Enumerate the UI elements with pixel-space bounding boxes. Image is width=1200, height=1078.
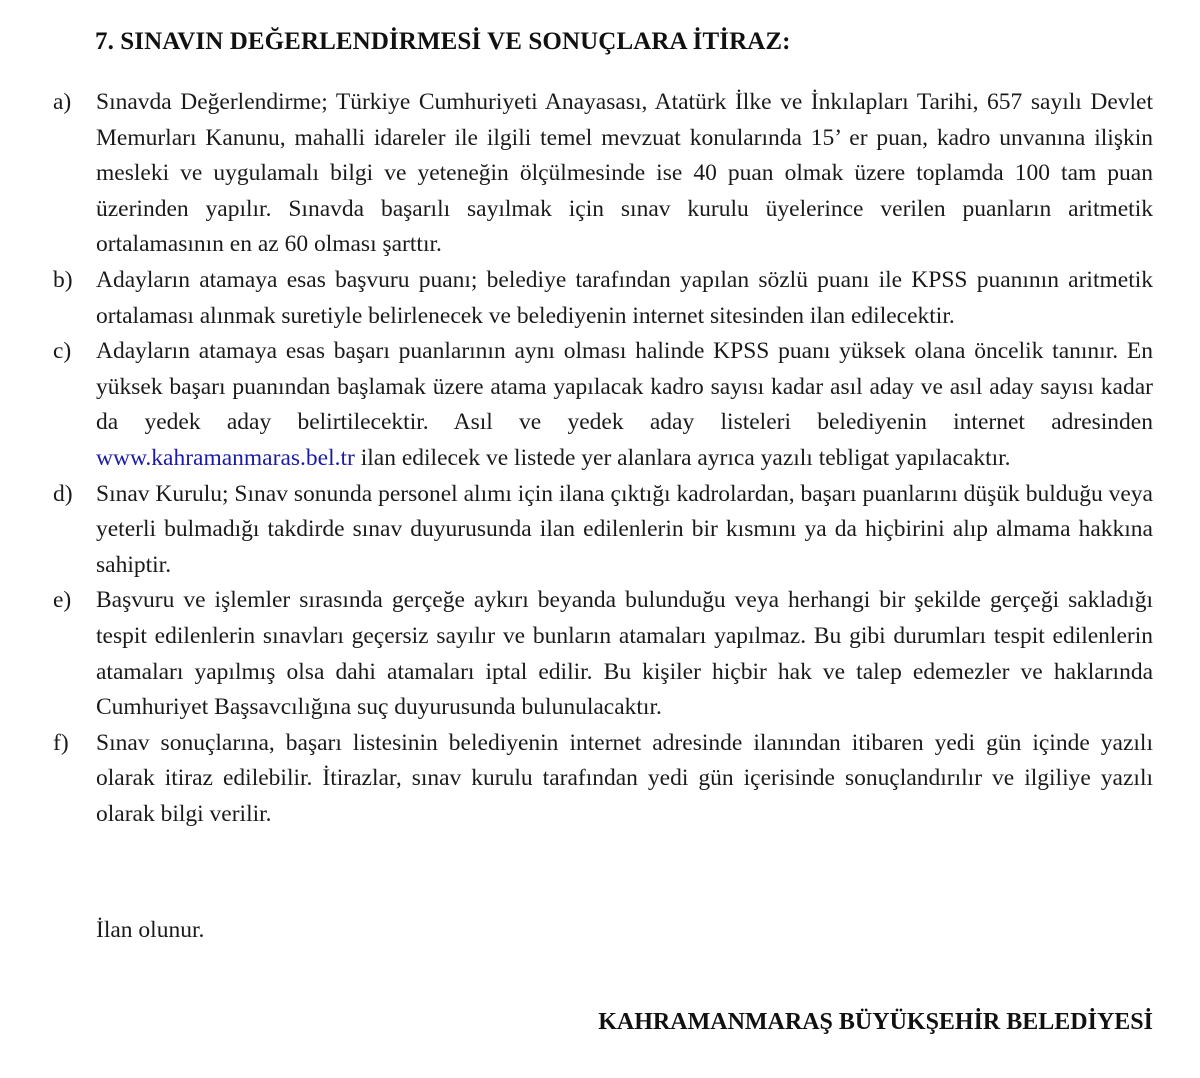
website-link[interactable]: www.kahramanmaras.bel.tr: [96, 444, 355, 471]
list-item-a: [53, 85, 1153, 263]
item-marker: c): [53, 338, 72, 365]
item-text: Sınav Kurulu; Sınav sonunda personel alımı için ilana çıktığı kadrolardan, başarı puanlarını düşük bulduğu veya yeterli bulmadığı takdirde sınav duyurusunda ilan edilenlerin bir kısmını ya da hiçbirini alıp almama hakkına sahiptir.: [96, 480, 1153, 578]
item-list: [53, 85, 1153, 832]
list-item-b: [53, 263, 1153, 334]
item-marker: e): [53, 587, 72, 614]
item-marker: a): [53, 89, 72, 115]
item-text: Sınavda Değerlendirme; Türkiye Cumhuriyeti Anayasası, Atatürk İlke ve İnkılapları Tarihi, 657 sayılı Devlet Memurları Kanunu, mahalli idareler ile ilgili temel mevzuat konularında 15’ er puan, kadro unvanına ilişkin mesleki ve uygulamalı bilgi ve yeteneğin ölçülmesinde ise 40 puan olmak üzere toplamda 100 tam puan üzerinden yapılır. Sınavda başarılı sayılmak için sınav kurulu üyelerince verilen puanların aritmetik ortalamasının en az 60 olması şarttır.: [96, 89, 1153, 258]
item-text-after-link: ilan edilecek ve listede yer alanlara ayrıca yazılı tebligat yapılacaktır.: [354, 444, 1011, 471]
item-marker: f): [53, 729, 69, 756]
item-text: Adayların atamaya esas başvuru puanı; belediye tarafından yapılan sözlü puanı ile KPSS puanının aritmetik ortalaması alınmak suretiyle belirlenecek ve belediyenin internet sitesinden ilan edilecektir.: [96, 266, 1153, 329]
closing-statement: İlan olunur.: [96, 917, 205, 943]
list-item-c: [53, 334, 1153, 476]
item-text-before-link: Adayların atamaya esas başarı puanlarının aynı olması halinde KPSS puanı yüksek olana öncelik tanınır. En yüksek başarı puanından başlamak üzere atama yapılacak kadro sayısı kadar asıl aday ve asıl aday sayısı kadar da yedek aday belirtilecektir. Asıl ve yedek aday listeleri belediyenin internet adresinden: [96, 338, 1153, 436]
item-marker: b): [53, 266, 73, 293]
list-item-e: [53, 583, 1153, 725]
item-text: Başvuru ve işlemler sırasında gerçeğe aykırı beyanda bulunduğu veya herhangi bir şekilde gerçeği sakladığı tespit edilenlerin sınavları geçersiz sayılır ve bunların atamaları yapılmaz. Bu gibi durumları tespit edilenlerin atamaları yapılmış olsa dahi atamaları iptal edilir. Bu kişiler hiçbir hak ve talep edemezler ve haklarında Cumhuriyet Başsavcılığına suç duyurusunda bulunulacaktır.: [96, 587, 1153, 721]
list-item-f: [53, 726, 1153, 833]
signature: KAHRAMANMARAŞ BÜYÜKŞEHİR BELEDİYESİ: [598, 1009, 1153, 1035]
item-marker: d): [53, 480, 73, 507]
list-item-d: [53, 477, 1153, 584]
item-text: Sınav sonuçlarına, başarı listesinin belediyenin internet adresinde ilanından itibaren yedi gün içinde yazılı olarak itiraz edilebilir. İtirazlar, sınav kurulu tarafından yedi gün içerisinde sonuçlandırılır ve ilgiliye yazılı olarak bilgi verilir.: [96, 729, 1153, 827]
section-title: 7. SINAVIN DEĞERLENDİRMESİ VE SONUÇLARA İTİRAZ:: [95, 28, 791, 55]
item-text: [96, 334, 1153, 476]
